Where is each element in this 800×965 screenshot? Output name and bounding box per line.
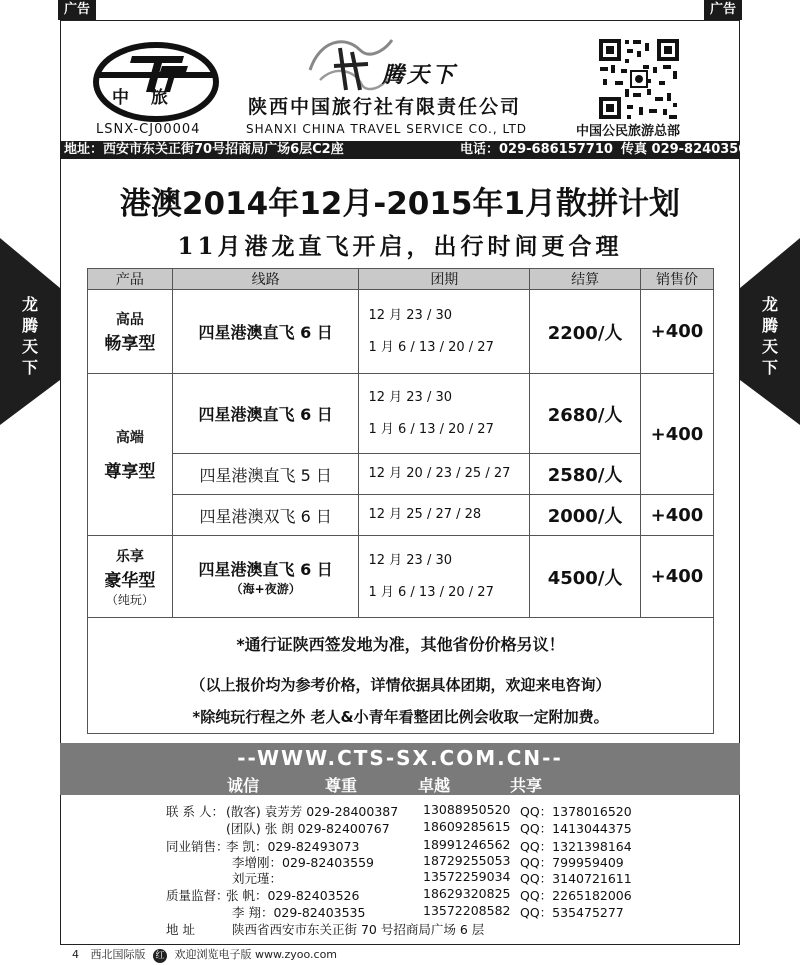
side-triangle-bottom-left bbox=[0, 380, 60, 425]
contact-label: 地 址 bbox=[166, 922, 195, 937]
page-number: 4 bbox=[72, 948, 79, 961]
contact-mobile: 13088950520 bbox=[423, 802, 511, 817]
route-cell: 四星港澳直飞 6 日 bbox=[172, 374, 359, 454]
col-header-product: 产品 bbox=[88, 269, 173, 290]
edition-badge-icon: 红 bbox=[153, 949, 167, 963]
side-char: 天 bbox=[21, 337, 38, 356]
contact-mobile: 13572208582 bbox=[423, 903, 511, 918]
sell-cell: +400 bbox=[641, 374, 714, 495]
edition-name: 西北国际版 bbox=[90, 948, 146, 961]
contact-qq: QQ：535475277 bbox=[520, 905, 624, 920]
route-cell: 四星港澳直飞 5 日 bbox=[172, 454, 359, 495]
table-row bbox=[88, 374, 714, 454]
route-cell: 四星港澳双飞 6 日 bbox=[172, 495, 359, 536]
sell-cell: +400 bbox=[641, 290, 714, 374]
side-char: 腾 bbox=[21, 316, 38, 335]
col-header-sell: 销售价 bbox=[641, 269, 714, 290]
price-table bbox=[87, 268, 714, 618]
qr-caption: 中国公民旅游总部 bbox=[576, 124, 681, 139]
price-cell: 2000/人 bbox=[530, 495, 641, 536]
contact-name: 李增刚：029-82403559 bbox=[232, 855, 374, 870]
contact-mobile: 13572259034 bbox=[423, 869, 511, 884]
note-line: *通行证陕西签发地为准，其他省份价格另议！ bbox=[236, 635, 565, 654]
sell-cell: +400 bbox=[641, 495, 714, 536]
page-title: 港澳2014年12月-2015年1月散拼计划 bbox=[119, 186, 681, 222]
date-line: 1 月 6 / 13 / 20 / 27 bbox=[368, 421, 494, 437]
date-line: 12 月 23 / 30 bbox=[368, 552, 453, 568]
product-cell bbox=[88, 290, 173, 374]
ad-label-right: 广告 bbox=[704, 0, 742, 20]
table-row bbox=[88, 290, 714, 374]
contact-name: 张 帆：029-82403526 bbox=[226, 888, 360, 903]
date-line: 12 月 23 / 30 bbox=[368, 389, 453, 405]
logo-text: 中 旅 bbox=[112, 88, 176, 108]
side-char: 龙 bbox=[761, 295, 778, 314]
contact-mobile: 18729255053 bbox=[423, 853, 511, 868]
table-header-row bbox=[88, 269, 714, 290]
contact-name: 刘元瑾： bbox=[232, 871, 283, 886]
product-cell bbox=[88, 374, 173, 536]
qr-code-icon bbox=[597, 37, 681, 121]
sell-cell: +400 bbox=[641, 536, 714, 618]
phone-text: 电话：029-686157710 bbox=[460, 142, 613, 157]
side-char: 天 bbox=[761, 337, 778, 356]
side-triangle-top-right bbox=[740, 238, 800, 288]
dates-cell: 12 月 25 / 27 / 28 bbox=[359, 495, 530, 536]
value-word: 共享 bbox=[510, 776, 543, 795]
cts-logo-icon bbox=[92, 42, 220, 122]
side-triangle-bottom-right bbox=[740, 380, 800, 425]
page-footer bbox=[72, 946, 337, 963]
address-text: 地址：西安市东关正街70号招商局广场6层C2座 bbox=[64, 142, 344, 157]
note-line: （以上报价均为参考价格，详情依据具体团期，欢迎来电咨询） bbox=[190, 676, 611, 694]
notes-box bbox=[87, 618, 714, 734]
product-type: 畅享型 bbox=[104, 334, 156, 354]
contact-label: 质量监督： bbox=[166, 888, 229, 903]
dates-cell bbox=[359, 290, 530, 374]
contact-qq: QQ：1413044375 bbox=[520, 821, 632, 836]
price-cell: 2200/人 bbox=[530, 290, 641, 374]
product-type: 豪华型 bbox=[104, 570, 156, 591]
date-line: 12 月 23 / 30 bbox=[368, 307, 453, 323]
company-name-cn: 陕西中国旅行社有限责任公司 bbox=[248, 96, 522, 118]
price-cell: 4500/人 bbox=[530, 536, 641, 618]
contact-qq: QQ：1378016520 bbox=[520, 804, 632, 819]
table-row bbox=[88, 495, 714, 536]
value-word: 尊重 bbox=[325, 776, 358, 795]
contact-name: 李 翔：029-82403535 bbox=[232, 905, 366, 920]
footer-text: 欢迎浏览电子版 www.zyoo.com bbox=[174, 948, 338, 961]
table-row bbox=[88, 536, 714, 618]
contact-label: 联 系 人： bbox=[166, 804, 224, 819]
website-band bbox=[60, 743, 740, 795]
route-cell bbox=[172, 536, 359, 618]
contact-qq: QQ：799959409 bbox=[520, 855, 624, 870]
route-sub: （海+夜游） bbox=[230, 581, 301, 596]
page-subtitle: 11月港龙直飞开启，出行时间更合理 bbox=[177, 233, 623, 260]
route-name: 四星港澳直飞 6 日 bbox=[198, 559, 333, 579]
side-char: 腾 bbox=[761, 316, 778, 335]
side-char: 下 bbox=[761, 358, 778, 377]
contact-mobile: 18609285615 bbox=[423, 819, 511, 834]
col-header-price: 结算 bbox=[530, 269, 641, 290]
side-char: 龙 bbox=[21, 295, 38, 314]
contact-address: 陕西省西安市东关正街 70 号招商局广场 6 层 bbox=[232, 922, 485, 937]
contact-qq: QQ：3140721611 bbox=[520, 871, 632, 886]
side-char: 下 bbox=[21, 358, 38, 377]
contact-mobile: 18991246562 bbox=[423, 837, 511, 852]
product-note: （纯玩） bbox=[105, 592, 154, 607]
note-line: *除纯玩行程之外 老人&小青年看整团比例会收取一定附加费。 bbox=[192, 708, 609, 726]
side-banner-right bbox=[740, 288, 800, 380]
side-banner-left bbox=[0, 288, 60, 380]
table-row bbox=[88, 454, 714, 495]
dates-cell bbox=[359, 374, 530, 454]
company-name-en: SHANXI CHINA TRAVEL SERVICE CO., LTD bbox=[246, 122, 528, 136]
date-line: 1 月 6 / 13 / 20 / 27 bbox=[368, 339, 494, 355]
fax-text: 传真 029-82403505 bbox=[621, 142, 757, 157]
dates-cell: 12 月 20 / 23 / 25 / 27 bbox=[359, 454, 530, 495]
contact-name: (团队) 张 朗 029-82400767 bbox=[226, 821, 390, 836]
contact-qq: QQ：2265182006 bbox=[520, 888, 632, 903]
value-word: 诚信 bbox=[227, 776, 260, 795]
address-bar bbox=[60, 141, 757, 159]
col-header-route: 线路 bbox=[172, 269, 359, 290]
price-cell: 2580/人 bbox=[530, 454, 641, 495]
product-type: 尊享型 bbox=[104, 462, 156, 482]
slogan: 腾天下 bbox=[382, 63, 458, 88]
date-line: 1 月 6 / 13 / 20 / 27 bbox=[368, 584, 494, 600]
col-header-dates: 团期 bbox=[359, 269, 530, 290]
website-url: --WWW.CTS-SX.COM.CN-- bbox=[237, 746, 563, 770]
license-number: LSNX-CJ00004 bbox=[96, 122, 201, 137]
side-triangle-top-left bbox=[0, 238, 60, 288]
contact-name: 李 凯：029-82493073 bbox=[226, 839, 360, 854]
route-cell: 四星港澳直飞 6 日 bbox=[172, 290, 359, 374]
contact-qq: QQ：1321398164 bbox=[520, 839, 632, 854]
product-tier: 高品 bbox=[115, 312, 144, 328]
contact-label: 同业销售： bbox=[166, 839, 229, 854]
value-word: 卓越 bbox=[418, 776, 451, 795]
product-cell bbox=[88, 536, 173, 618]
contact-mobile: 18629320825 bbox=[423, 886, 511, 901]
contact-name: (散客) 袁芳芳 029-28400387 bbox=[226, 804, 399, 819]
price-cell: 2680/人 bbox=[530, 374, 641, 454]
product-tier: 乐享 bbox=[115, 548, 144, 565]
product-tier: 高端 bbox=[115, 430, 144, 446]
dates-cell bbox=[359, 536, 530, 618]
ad-label-left: 广告 bbox=[58, 0, 96, 20]
